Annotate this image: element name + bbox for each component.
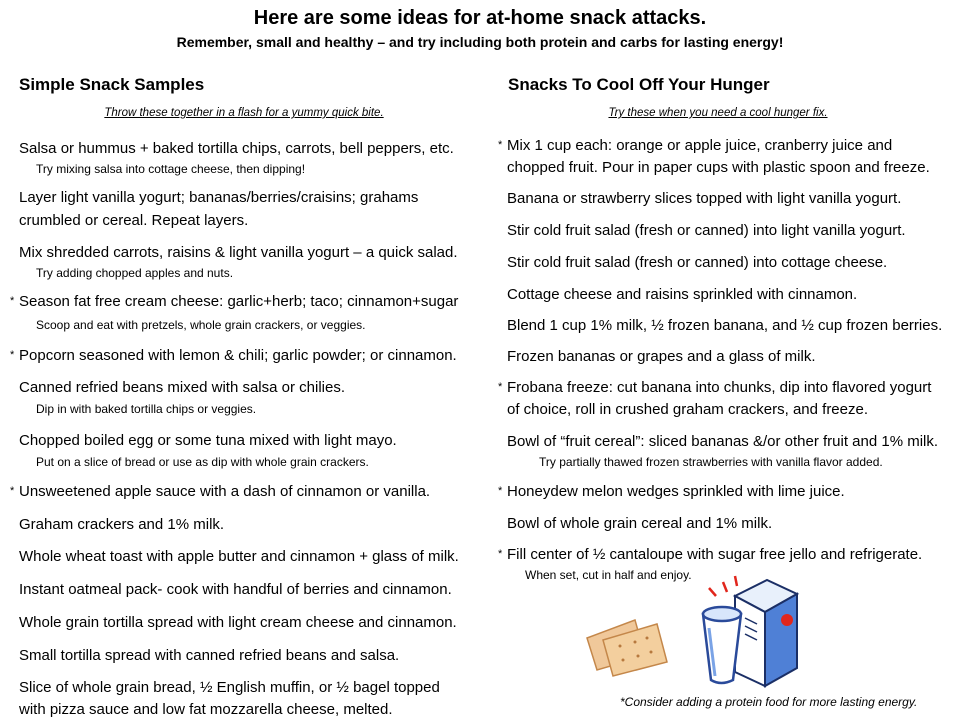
list-item-tip: When set, cut in half and enjoy. [525,568,692,582]
footnote: *Consider adding a protein food for more lasting energy. [620,695,918,709]
list-item [498,135,893,156]
list-item: Stir cold fruit salad (fresh or canned) into light vanilla yogurt. [507,222,906,239]
list-item: Bowl of “fruit cereal”: sliced bananas &/or other fruit and 1% milk. [507,433,939,450]
snack-clipart [575,568,810,688]
motion-marks-icon [709,576,737,596]
list-item-text: Popcorn seasoned with lemon & chili; garlic powder; or cinnamon. [19,347,457,364]
list-item: Frozen bananas or grapes and a glass of milk. [507,348,816,365]
list-item: Slice of whole grain bread, ½ English muffin, or ½ bagel topped [19,679,440,696]
asterisk-marker: * [10,349,15,361]
crackers-icon [587,620,667,676]
list-item [498,544,923,565]
list-item: Cottage cheese and raisins sprinkled with cinnamon. [507,286,858,303]
list-item-text: Mix 1 cup each: orange or apple juice, cranberry juice and [507,137,893,154]
page-subtitle: Remember, small and healthy – and try including both protein and carbs for lasting energy! [176,34,784,50]
list-item: Mix shredded carrots, raisins & light vanilla yogurt – a quick salad. [19,244,458,261]
list-item-tip: Try adding chopped apples and nuts. [36,266,234,280]
list-item: Blend 1 cup 1% milk, ½ frozen banana, and ½ cup frozen berries. [507,317,943,334]
list-item-tip: Try mixing salsa into cottage cheese, then dipping! [36,162,306,176]
asterisk-marker: * [498,548,503,560]
list-item-text: Unsweetened apple sauce with a dash of cinnamon or vanilla. [19,483,431,500]
list-item: Banana or strawberry slices topped with light vanilla yogurt. [507,190,902,207]
asterisk-marker: * [10,295,15,307]
list-item: Layer light vanilla yogurt; bananas/berries/craisins; grahams [19,189,419,206]
list-item-tip: Put on a slice of bread or use as dip with whole grain crackers. [36,455,369,469]
left-column-heading: Simple Snack Samples [19,75,205,94]
right-column-heading: Snacks To Cool Off Your Hunger [508,75,770,94]
list-item-text: Honeydew melon wedges sprinkled with lime juice. [507,483,845,500]
list-item: Canned refried beans mixed with salsa or chilies. [19,379,345,396]
list-item-tip: Scoop and eat with pretzels, whole grain crackers, or veggies. [36,318,366,332]
right-column-note: Try these when you need a cool hunger fix. [608,107,828,119]
list-item: of choice, roll in crushed graham crackers, and freeze. [507,401,869,418]
list-item: Whole grain tortilla spread with light cream cheese and cinnamon. [19,614,457,631]
list-item-tip: Dip in with baked tortilla chips or veggies. [36,402,257,416]
list-item [10,291,459,312]
asterisk-marker: * [498,139,503,151]
list-item: with pizza sauce and low fat mozzarella cheese, melted. [19,701,393,718]
list-item-text: Fill center of ½ cantaloupe with sugar free jello and refrigerate. [507,546,923,563]
list-item [498,377,932,398]
list-item: Chopped boiled egg or some tuna mixed with light mayo. [19,432,397,449]
milk-carton-icon [735,580,797,686]
list-item: Stir cold fruit salad (fresh or canned) into cottage cheese. [507,254,888,271]
list-item [10,481,431,502]
list-item-tip: Try partially thawed frozen strawberries with vanilla flavor added. [539,455,883,469]
list-item [10,345,457,366]
list-item: crumbled or cereal. Repeat layers. [19,212,249,229]
list-item: Bowl of whole grain cereal and 1% milk. [507,515,773,532]
list-item [498,481,845,502]
list-item: Salsa or hummus + baked tortilla chips, carrots, bell peppers, etc. [19,140,454,157]
asterisk-marker: * [498,381,503,393]
list-item-text: Season fat free cream cheese: garlic+herb; taco; cinnamon+sugar [19,293,459,310]
list-item: chopped fruit. Pour in paper cups with plastic spoon and freeze. [507,159,930,176]
list-item: Instant oatmeal pack- cook with handful of berries and cinnamon. [19,581,452,598]
page-title: Here are some ideas for at-home snack attacks. [253,7,707,29]
list-item: Graham crackers and 1% milk. [19,516,225,533]
list-item: Small tortilla spread with canned refried beans and salsa. [19,647,400,664]
list-item-text: Frobana freeze: cut banana into chunks, dip into flavored yogurt [507,379,932,396]
asterisk-marker: * [498,485,503,497]
left-column-note: Throw these together in a flash for a yummy quick bite. [104,107,384,119]
asterisk-marker: * [10,485,15,497]
list-item: Whole wheat toast with apple butter and cinnamon + glass of milk. [19,548,459,565]
